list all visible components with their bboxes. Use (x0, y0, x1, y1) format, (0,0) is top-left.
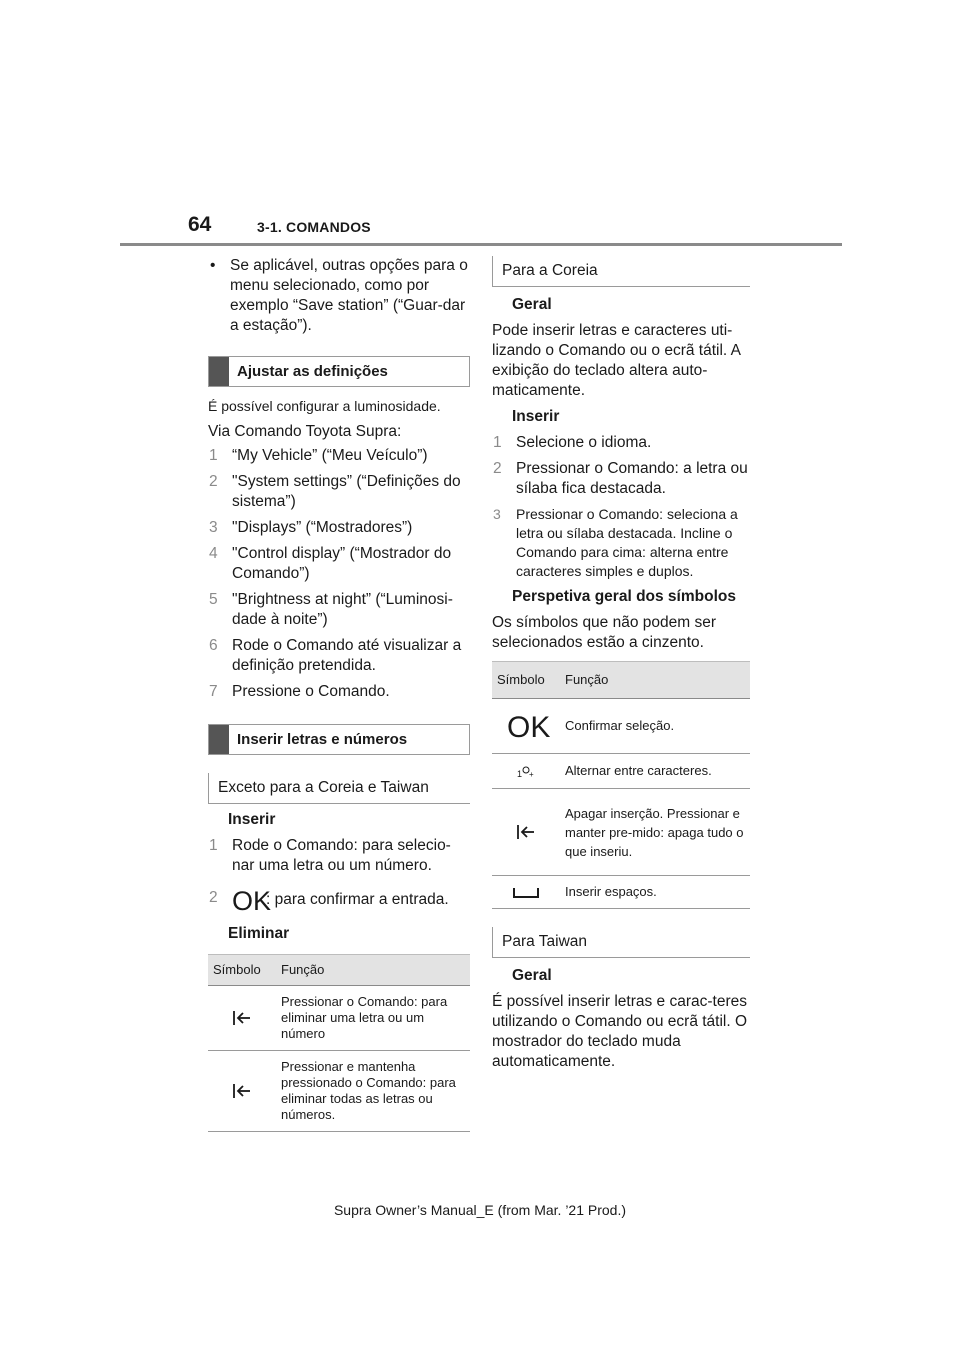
section-header-ajustar (208, 356, 470, 387)
step-item (208, 836, 470, 876)
page-footer: Supra Owner’s Manual_E (from Mar. ’21 Prod.) (333, 1202, 627, 1218)
backspace-icon (232, 1082, 252, 1100)
inserir-heading: Inserir (512, 408, 560, 425)
step-number: 4 (209, 545, 218, 562)
col-symbol: Símbolo (208, 955, 276, 986)
via-text: Via Comando Toyota Supra: (208, 423, 402, 440)
table-row (492, 754, 750, 789)
svg-text:OK: OK (232, 886, 272, 916)
table-row (492, 876, 750, 909)
col-function: Função (276, 955, 470, 986)
step-item (208, 682, 470, 702)
switch-characters-icon (516, 765, 536, 779)
geral-text: Pode inserir letras e caracteres uti-lizando o Comando ou o ecrã tátil. A exibição do teclado altera auto-maticamente. (492, 322, 741, 399)
step-text: “My Vehicle” (“Meu Veículo”) (232, 447, 428, 464)
step-item (208, 518, 470, 538)
space-icon (512, 887, 540, 899)
svg-text:OK: OK (507, 711, 551, 744)
subheader-except: Exceto para a Coreia e Taiwan (208, 773, 470, 804)
subheader-korea: Para a Coreia (492, 256, 750, 287)
inserir-heading: Inserir (228, 811, 276, 828)
table-row (492, 789, 750, 876)
table-row (492, 699, 750, 754)
geral-heading: Geral (512, 967, 552, 984)
step-number: 3 (209, 519, 218, 536)
step-text: : para confirmar a entrada. (266, 891, 449, 909)
step-text: Rode o Comando até visualizar a definição pretendida. (232, 637, 462, 674)
step-number: 1 (493, 434, 502, 451)
step-number: 2 (209, 889, 218, 906)
step-number: 5 (209, 591, 218, 608)
step-number: 1 (209, 447, 218, 464)
symbols-overview-table (492, 661, 750, 909)
table-cell: Apagar inserção. Pressionar e manter pre-mido: apaga tudo o que inseriu. (560, 789, 750, 876)
table-cell: Pressionar o Comando: para eliminar uma letra ou um número (276, 986, 470, 1051)
step-text: "Brightness at night” (“Luminosi-dade à noite”) (232, 591, 453, 628)
step-text: "Control display” (“Mostrador do Comando”) (232, 545, 452, 582)
section-header-inserir (208, 724, 470, 755)
bullet-item: • Se aplicável, outras opções para o menu selecionado, como por exemplo “Save station” (“Guar-dar a estação”). (210, 257, 468, 334)
svg-text:1: 1 (517, 768, 523, 779)
step-number: 1 (209, 837, 218, 854)
step-text: Rode o Comando: para selecio-nar uma letra ou um número. (232, 837, 451, 874)
step-item (492, 433, 750, 453)
perspetiva-text: Os símbolos que não podem ser selecionados estão a cinzento. (492, 614, 717, 651)
table-row (208, 986, 470, 1051)
step-number: 2 (493, 460, 502, 477)
section-header-label: Ajustar as definições (237, 362, 388, 380)
table-cell: Alternar entre caracteres. (560, 754, 750, 789)
subheader-taiwan: Para Taiwan (492, 927, 750, 958)
table-cell: Confirmar seleção. (560, 699, 750, 754)
step-item (208, 544, 470, 584)
step-item (208, 446, 470, 466)
col-symbol: Símbolo (492, 662, 560, 699)
step-text: "System settings” (“Definições do sistema”) (232, 473, 461, 510)
delete-symbols-table (208, 954, 470, 1132)
step-text: Pressionar o Comando: a letra ou sílaba fica destacada. (516, 460, 748, 497)
step-text: Pressionar o Comando: seleciona a letra ou sílaba destacada. Incline o Comando para cima: alterna entre caracteres simples e duplos. (516, 506, 738, 579)
step-text: "Displays” (“Mostradores”) (232, 519, 413, 536)
step-text: Pressione o Comando. (232, 683, 390, 700)
svg-text:+: + (529, 769, 534, 779)
step-item (208, 590, 470, 630)
ok-icon (506, 711, 551, 744)
header-rule (120, 243, 842, 246)
step-item (208, 886, 470, 916)
table-row (208, 1051, 470, 1132)
table-cell: Inserir espaços. (560, 876, 750, 909)
step-text: Selecione o idioma. (516, 434, 652, 451)
geral-heading: Geral (512, 296, 552, 313)
ok-icon (232, 886, 272, 916)
step-item (492, 505, 750, 581)
step-number: 7 (209, 683, 218, 700)
geral-text: É possível inserir letras e carac-teres utilizando o Comando ou ecrã tátil. O mostrador do teclado muda automaticamente. (492, 993, 748, 1070)
settings-steps (208, 446, 470, 702)
eliminar-heading: Eliminar (228, 925, 290, 942)
step-item (492, 459, 750, 499)
table-header-row (208, 955, 470, 986)
backspace-icon (232, 1009, 252, 1027)
step-item (208, 636, 470, 676)
section-header-label: Inserir letras e números (237, 730, 408, 748)
step-item (208, 472, 470, 512)
col-function: Função (560, 662, 750, 699)
bullet-text: Se aplicável, outras opções para o menu selecionado, como por exemplo “Save station” (“Guar-dar a estação”). (230, 257, 468, 334)
section-title: 3-1. COMANDOS (257, 219, 371, 235)
table-header-row (492, 662, 750, 699)
page-number: 64 (188, 213, 212, 236)
step-number: 2 (209, 473, 218, 490)
intro-text: É possível configurar a luminosidade. (208, 398, 441, 414)
right-column (492, 256, 750, 1072)
step-number: 6 (209, 637, 218, 654)
perspetiva-heading: Perspetiva geral dos símbolos (512, 588, 736, 605)
backspace-icon (516, 823, 536, 841)
step-number: 3 (493, 506, 501, 522)
table-cell: Pressionar e mantenha pressionado o Comando: para eliminar todas as letras ou números. (276, 1051, 470, 1132)
left-column (208, 256, 470, 1132)
